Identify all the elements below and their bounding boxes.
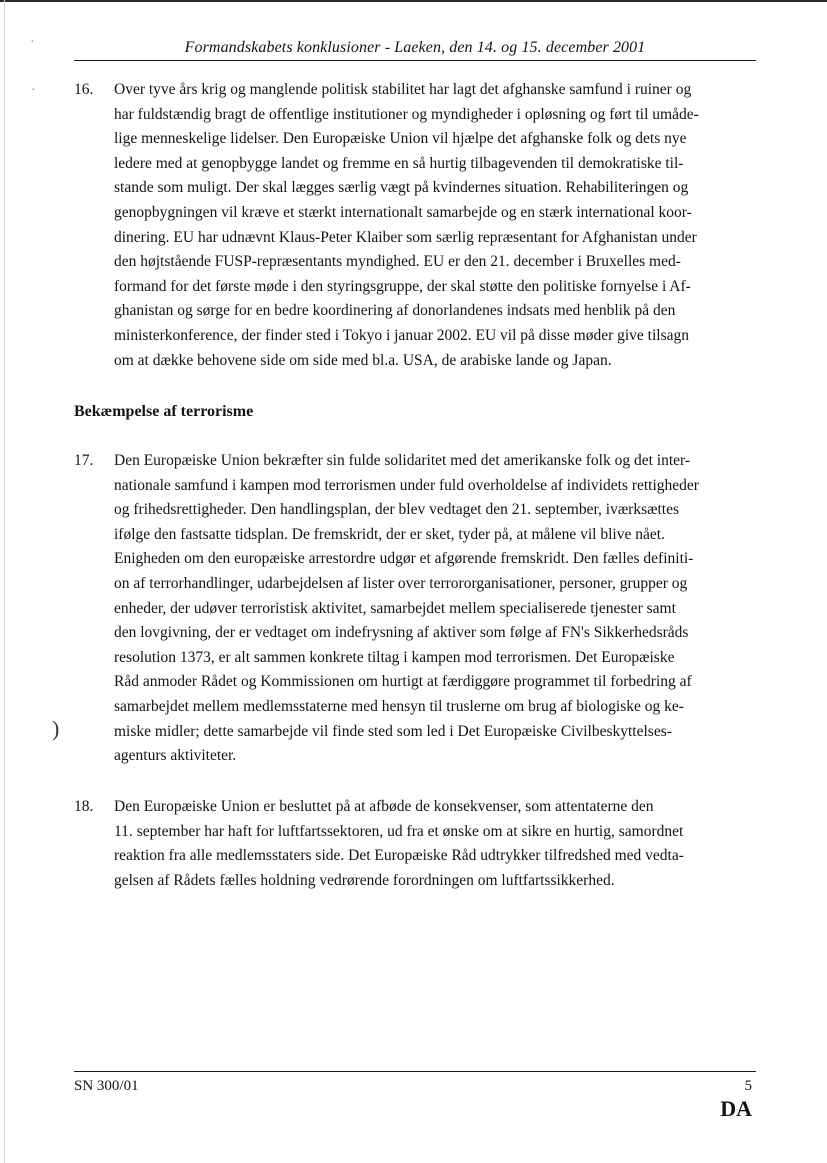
text-line: den højtstående FUSP-repræsentants myndighed. EU er den 21. december i Bruxelles med- <box>114 253 681 271</box>
text-line: on af terrorhandlinger, udarbejdelsen af lister over terrororganisationer, personer, grupper og <box>114 574 688 592</box>
text-line: nationale samfund i kampen mod terrorismen under fuld overholdelse af individets rettigheder <box>114 476 699 494</box>
paragraph-text <box>114 78 756 373</box>
text-line: agenturs aktiviteter. <box>114 747 237 765</box>
page-number: 5 <box>744 1078 752 1094</box>
paragraph-number: 17. <box>74 452 94 469</box>
language-code: DA <box>720 1096 752 1121</box>
text-line: Råd anmoder Rådet og Kommissionen om hurtigt at færdiggøre programmet til forbedring af <box>114 673 692 691</box>
text-line: 11. september har haft for luftfartssektoren, ud fra et ønske om at sikre en hurtig, samordnet <box>114 822 684 840</box>
paragraph-text <box>114 449 756 769</box>
text-line: lige menneskelige lidelser. Den Europæiske Union vil hjælpe det afghanske folk og dets nye <box>114 130 687 148</box>
document-reference: SN 300/01 <box>74 1078 139 1094</box>
text-line: samarbejdet mellem medlemsstaterne med hensyn til truslerne om brug af biologiske og ke- <box>114 697 684 715</box>
text-line: formand for det første møde i den styringsgruppe, der skal støtte den politiske fornyelse i Af- <box>114 277 691 295</box>
text-line: og frihedsrettigheder. Den handlingsplan, der blev vedtaget den 21. september, iværksættes <box>114 501 679 519</box>
scan-speck: · <box>30 35 35 50</box>
text-line: har fuldstændig bragt de offentlige institutioner og myndigheder i opløsning og ført til umåde- <box>114 105 699 123</box>
text-line: resolution 1373, er alt sammen konkrete tiltag i kampen mod terrorismen. Det Europæiske <box>114 648 675 666</box>
text-line: om at dække behovene side om side med bl.a. USA, de arabiske lande og Japan. <box>114 351 612 369</box>
text-line: stande som muligt. Der skal lægges særlig vægt på kvindernes situation. Rehabiliteringen og <box>114 179 689 197</box>
section-heading: Bekæmpelse af terrorisme <box>74 403 254 420</box>
text-line: enheder, der udøver terroristisk aktivitet, samarbejdet mellem specialiserede tjenester samt <box>114 599 676 617</box>
text-line: den lovgivning, der er vedtaget om indefrysning af aktiver som følge af FN's Sikkerhedsråds <box>114 624 689 642</box>
text-line: miske midler; dette samarbejde vil finde sted som led i Det Europæiske Civilbeskyttelses- <box>114 722 672 740</box>
text-line: Over tyve års krig og manglende politisk stabilitet har lagt det afghanske samfund i ruiner og <box>114 81 692 98</box>
text-line: ghanistan og sørge for en bedre koordinering af donorlandenes indsats med henblik på den <box>114 302 676 320</box>
text-line: Den Europæiske Union er besluttet på at afbøde de konsekvenser, som attentaterne den <box>114 798 654 815</box>
margin-bracket-mark: ) <box>52 716 60 741</box>
text-line: dinering. EU har udnævnt Klaus-Peter Klaiber som særlig repræsentant for Afghanistan under <box>114 228 697 246</box>
footer-rule <box>74 1071 756 1072</box>
scan-edge-left <box>4 0 5 1163</box>
text-line: Enigheden om den europæiske arrestordre udgør et afgørende fremskridt. Den fælles definiti- <box>114 550 694 568</box>
paragraph-number: 18. <box>74 798 94 815</box>
scan-edge-top <box>0 0 827 2</box>
header-rule <box>74 60 756 61</box>
text-line: ministerkonference, der finder sted i Tokyo i januar 2002. EU vil på disse møder give tilsagn <box>114 326 689 344</box>
text-line: genopbygningen vil kræve et stærkt internationalt samarbejde og en stærk international koor- <box>114 203 692 221</box>
text-line: ledere med at genopbygge landet og fremme en så hurtig tilbagevenden til demokratiske til- <box>114 154 684 172</box>
text-line: Den Europæiske Union bekræfter sin fulde solidaritet med det amerikanske folk og det inter- <box>114 452 691 469</box>
running-header: Formandskabets konklusioner - Laeken, den 14. og 15. december 2001 <box>184 39 646 56</box>
text-line: reaktion fra alle medlemsstaters side. Det Europæiske Råd udtrykker tilfredshed med vedta- <box>114 847 684 865</box>
paragraph-text <box>114 795 756 893</box>
text-line: gelsen af Rådets fælles holdning vedrørende forordningen om luftfartssikkerhed. <box>114 871 615 889</box>
text-line: ifølge den fastsatte tidsplan. De fremskridt, der er sket, tyder på, at målene vil blive nået. <box>114 525 665 543</box>
paragraph-number: 16. <box>74 81 94 98</box>
scan-speck: · <box>31 83 36 98</box>
